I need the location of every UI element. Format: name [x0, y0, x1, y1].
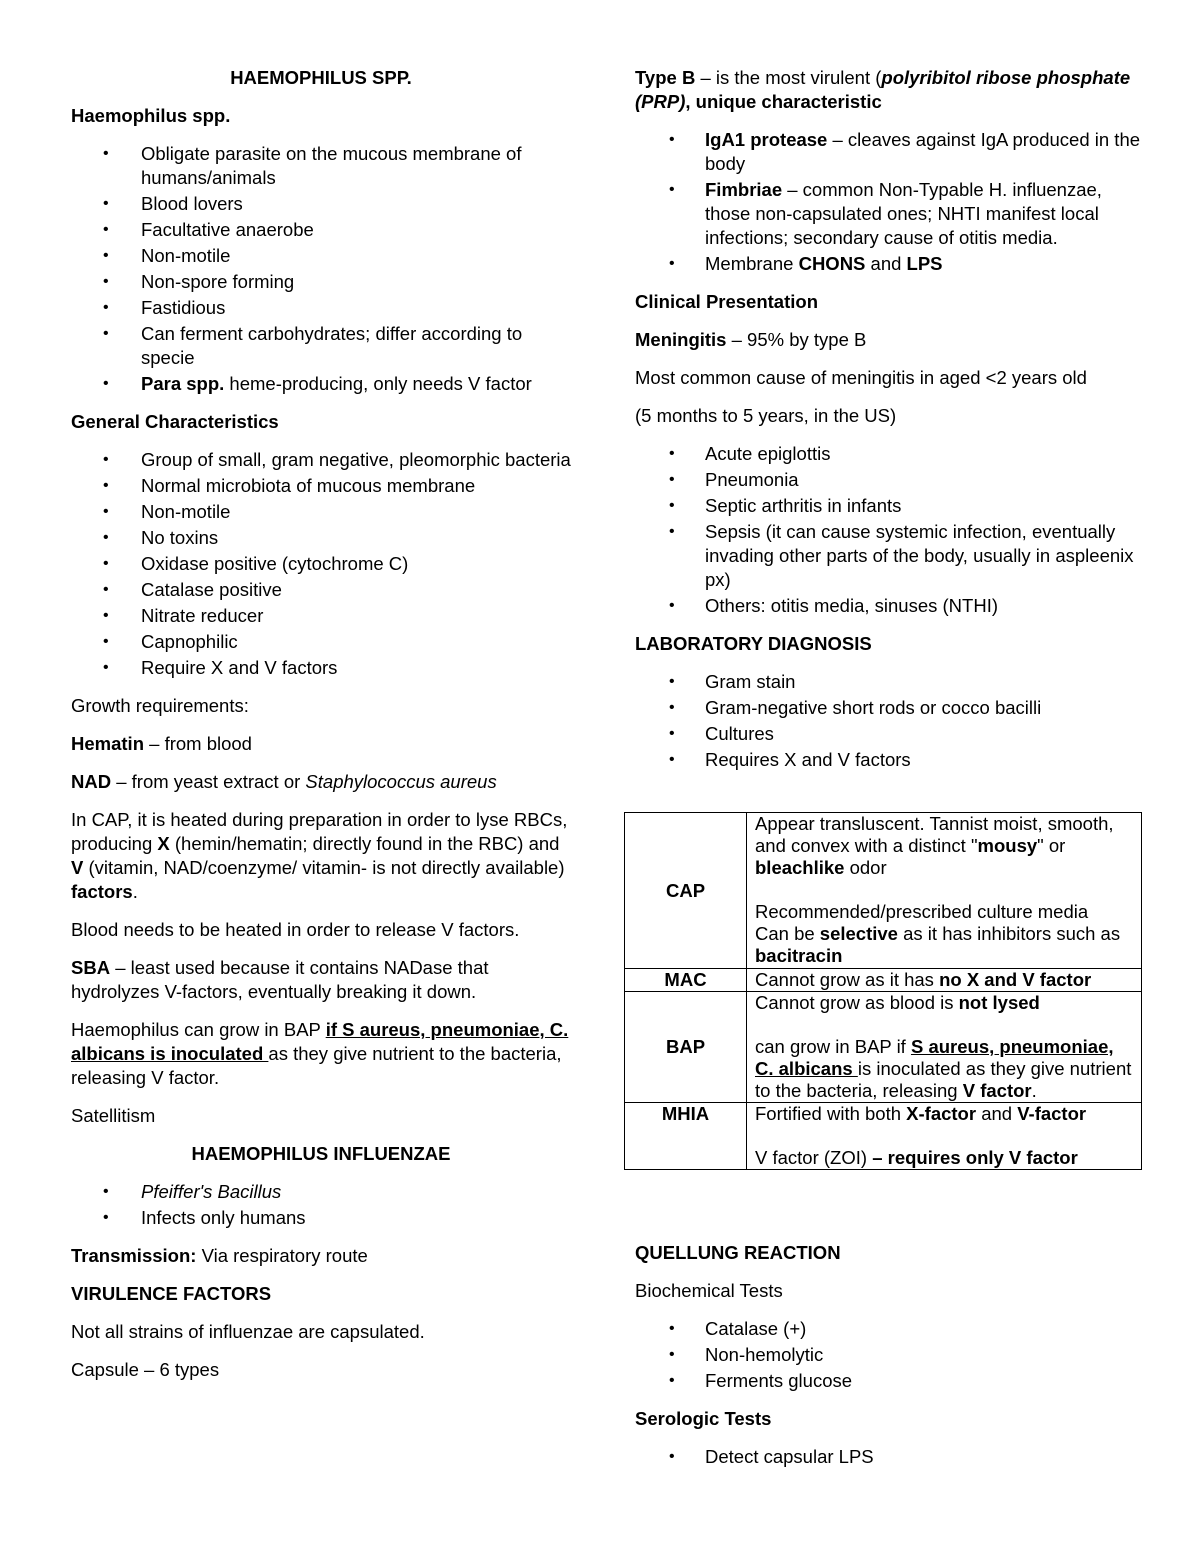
- table-row: [625, 969, 1142, 992]
- sba-paragraph: SBA – least used because it contains NADase that hydrolyzes V-factors, eventually breaking it down.: [71, 957, 489, 1002]
- list-item: • No toxins: [141, 526, 571, 550]
- blood-heat-paragraph: Blood needs to be heated in order to release V factors.: [71, 919, 520, 940]
- list-item: • Group of small, gram negative, pleomorphic bacteria: [141, 448, 571, 472]
- list-item: • Capnophilic: [141, 630, 571, 654]
- list-item: • Cultures: [705, 722, 1145, 746]
- clinical-list: [635, 442, 1145, 618]
- general-characteristics-list: [71, 448, 571, 680]
- list-item: • Normal microbiota of mucous membrane: [141, 474, 571, 498]
- haemophilus-spp-list: [71, 142, 571, 396]
- list-item: • Require X and V factors: [141, 656, 571, 680]
- table-row: [625, 992, 1142, 1103]
- cap-paragraph: In CAP, it is heated during preparation in order to lyse RBCs, producing X (hemin/hematin; directly found in the RBC) and V (vitamin, NAD/coenzyme/ vitamin- is not directly available) factors.: [71, 809, 568, 902]
- type-b-paragraph: Type B – is the most virulent (polyribitol ribose phosphate (PRP), unique characteristic: [635, 67, 1131, 112]
- section-heading-serologic: Serologic Tests: [635, 1408, 772, 1429]
- list-item: • Septic arthritis in infants: [705, 494, 1145, 518]
- table-row: [625, 813, 1142, 969]
- list-item: • Gram stain: [705, 670, 1145, 694]
- list-item: • Fastidious: [141, 296, 571, 320]
- list-item: • Pfeiffer's Bacillus: [141, 1180, 571, 1204]
- meningitis-paragraph: Meningitis – 95% by type B: [635, 329, 867, 350]
- section-heading-virulence: VIRULENCE FACTORS: [71, 1283, 272, 1304]
- table-cell-label: BAP: [625, 992, 747, 1103]
- list-item: • Detect capsular LPS: [705, 1445, 1145, 1469]
- list-item: • Oxidase positive (cytochrome C): [141, 552, 571, 576]
- lab-list: [635, 670, 1145, 772]
- transmission-paragraph: Transmission: Via respiratory route: [71, 1245, 368, 1266]
- section-heading-quellung: QUELLUNG REACTION: [635, 1242, 841, 1263]
- section-heading-general-characteristics: General Characteristics: [71, 411, 279, 432]
- list-item: • Non-motile: [141, 500, 571, 524]
- table-cell-label: MAC: [625, 969, 747, 992]
- list-item: • Pneumonia: [705, 468, 1145, 492]
- biochemical-tests: Biochemical Tests: [635, 1280, 783, 1301]
- virulence-list: [635, 128, 1145, 276]
- list-item: • Catalase (+): [705, 1317, 1145, 1341]
- section-heading-lab: LABORATORY DIAGNOSIS: [635, 633, 872, 654]
- table-cell: Cannot grow as it has no X and V factor: [747, 969, 1142, 992]
- table-cell-label: CAP: [625, 813, 747, 969]
- capsule-paragraph: Capsule – 6 types: [71, 1359, 220, 1380]
- right-column: [635, 66, 1145, 1467]
- section-heading-influenzae: HAEMOPHILUS INFLUENZAE: [191, 1143, 451, 1164]
- list-item: • IgA1 protease – cleaves against IgA produced in the body: [705, 128, 1145, 176]
- list-item: • Infects only humans: [141, 1206, 571, 1230]
- list-item: • Others: otitis media, sinuses (NTHI): [705, 594, 1145, 618]
- list-item: • Non-hemolytic: [705, 1343, 1145, 1367]
- satellitism: Satellitism: [71, 1105, 156, 1126]
- table-row: [625, 1103, 1142, 1170]
- table-cell: Fortified with both X-factor and V-factor V factor (ZOI) – requires only V factor: [747, 1103, 1142, 1170]
- list-item: • Nitrate reducer: [141, 604, 571, 628]
- section-heading-haemophilus-spp: Haemophilus spp.: [71, 105, 231, 126]
- list-item: • Ferments glucose: [705, 1369, 1145, 1393]
- list-item: • Requires X and V factors: [705, 748, 1145, 772]
- list-item: • Membrane CHONS and LPS: [705, 252, 1145, 276]
- list-item: • Can ferment carbohydrates; differ according to specie: [141, 322, 571, 370]
- left-column: [71, 66, 571, 1396]
- biochemical-list: [635, 1317, 1145, 1393]
- table-cell-label: MHIA: [625, 1103, 747, 1170]
- most-common-paragraph: Most common cause of meningitis in aged <2 years old: [635, 367, 1087, 388]
- list-item: • Gram-negative short rods or cocco bacilli: [705, 696, 1145, 720]
- list-item: • Sepsis (it can cause systemic infection, eventually invading other parts of the body, usually in aspleenix px): [705, 520, 1145, 592]
- table-cell: Appear transluscent. Tannist moist, smooth, and convex with a distinct "mousy" or bleachlike odor Recommended/prescribed culture media Can be selective as it has inhibitors such as bacitracin: [747, 813, 1142, 969]
- list-item: • Non-motile: [141, 244, 571, 268]
- five-months-paragraph: (5 months to 5 years, in the US): [635, 405, 897, 426]
- growth-requirements: Growth requirements:: [71, 695, 249, 716]
- lower-right-block: [635, 1241, 1145, 1483]
- hematin-paragraph: Hematin – from blood: [71, 733, 252, 754]
- list-item: • Blood lovers: [141, 192, 571, 216]
- culture-media-table: [624, 812, 1142, 1170]
- list-item-para-spp: • Para spp. heme-producing, only needs V factor: [141, 372, 571, 396]
- serologic-list: [635, 1445, 1145, 1469]
- list-item: • Acute epiglottis: [705, 442, 1145, 466]
- nad-paragraph: NAD – from yeast extract or Staphylococcus aureus: [71, 771, 497, 792]
- list-item: • Non-spore forming: [141, 270, 571, 294]
- table-cell: Cannot grow as blood is not lysed can grow in BAP if S aureus, pneumoniae, C. albicans is inoculated as they give nutrient to the bacteria, releasing V factor.: [747, 992, 1142, 1103]
- page-title: HAEMOPHILUS SPP.: [230, 67, 412, 88]
- list-item: • Catalase positive: [141, 578, 571, 602]
- bap-paragraph: Haemophilus can grow in BAP if S aureus, pneumoniae, C. albicans is inoculated as they give nutrient to the bacteria, releasing V factor.: [71, 1019, 569, 1088]
- list-item: • Fimbriae – common Non-Typable H. influenzae, those non-capsulated ones; NHTI manifest local infections; secondary cause of otitis media.: [705, 178, 1145, 250]
- list-item: • Obligate parasite on the mucous membrane of humans/animals: [141, 142, 571, 190]
- not-all-paragraph: Not all strains of influenzae are capsulated.: [71, 1321, 425, 1342]
- influenzae-list: [71, 1180, 571, 1230]
- section-heading-clinical: Clinical Presentation: [635, 291, 818, 312]
- list-item: • Facultative anaerobe: [141, 218, 571, 242]
